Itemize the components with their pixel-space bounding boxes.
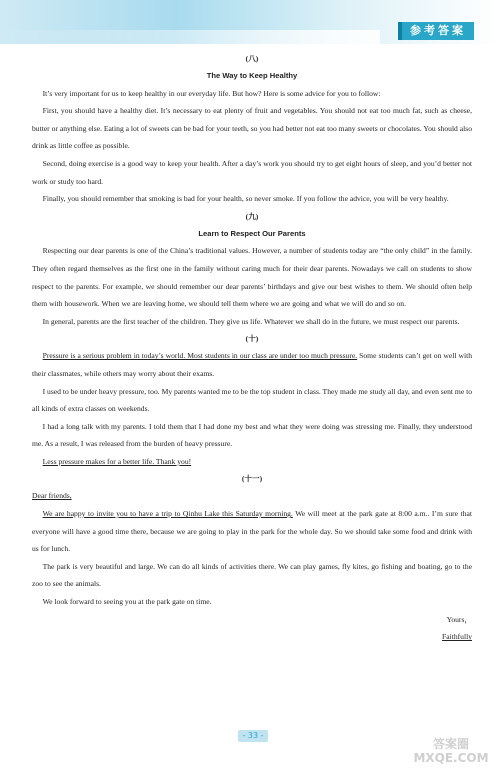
paragraph: The park is very beautiful and large. We can do all kinds of activities there. We can play games, fly kites, go fishing and boating, go to the zoo to see the animals. [32, 561, 472, 589]
paragraph: Second, doing exercise is a good way to keep your health. After a day’s work you should try to get eight hours of sleep, and you’d better not work or study too hard. [32, 158, 472, 186]
paragraph: Respecting our dear parents is one of the China’s traditional values. However, a number of students today are “the only child” in the family. They often regard themselves as the first one in the family without caring much for their dear parents. Nowadays we call on students to show respect to the parents. For example, we should remember our dear parents’ birthdays and give our best wishes to them. We should often help them with housework. When we are leaving home, we should tell them where we are going and what we will do and so on. [32, 246, 472, 309]
paragraph: I had a long talk with my parents. I told them that I had done my best and what they were doing was stressing me. Finally, they understood me. As a result, I was released from the burden of heavy pressure. [32, 421, 472, 449]
sentence: Some students can’t get on well with their classmates, while others may worry about their exams. [32, 351, 472, 378]
letter-greeting: Dear friends, [32, 491, 72, 501]
paragraph [32, 505, 472, 558]
essay-title: The Way to Keep Healthy [206, 71, 298, 80]
section-number: (十) [245, 334, 259, 344]
paragraph: First, you should have a healthy diet. It’s necessary to eat plenty of fruit and vegetables. You should not eat too much fat, such as cheese, butter or anything else. Eating a lot of sweets can be bad for your teeth, so you had better not eat too many sweets or chocolates. You should also drink as little coffee as possible. [32, 106, 472, 151]
section-number: (十一) [241, 474, 263, 484]
watermark-logo: 答案圈 MXQE.COM [413, 737, 489, 765]
page-number: - 33 - [238, 730, 268, 742]
underlined-sentence: Less pressure makes for a better life. Thank you! [42, 456, 192, 466]
underlined-sentence: We are happy to invite you to have a trip to Qinhu Lake this Saturday morning. [42, 509, 293, 519]
letter-closing: Yours， [446, 614, 472, 624]
underlined-sentence: Pressure is a serious problem in today’s world. Most students in our class are under too much pressure. [42, 351, 358, 361]
paragraph: Finally, you should remember that smoking is bad for your health, so never smoke. If you follow the advice, you will be very healthy. [42, 194, 449, 204]
sentence: We will meet at the park gate at 8:00 a.m.. I’m sure that everyone will have a good time there, because we are going to play in the park for the whole day. So we should take some food and drink with us for lunch. [32, 509, 472, 554]
paragraph: In general, parents are the first teacher of the children. They give us life. Whatever we shall do in the future, we must respect our parents. [42, 316, 460, 326]
letter-signature: Faithfully [442, 632, 472, 642]
paragraph: We look forward to seeing you at the park gate on time. [42, 597, 212, 607]
paragraph [32, 347, 472, 382]
paragraph [32, 453, 472, 471]
paragraph: I used to be under heavy pressure, too. My parents wanted me to be the top student in class. They made me study all day, and even sent me to all kinds of extra classes on weekends. [32, 386, 472, 414]
section-number: (九) [245, 211, 259, 221]
essay-title: Learn to Respect Our Parents [198, 228, 306, 238]
section-number: (八) [245, 54, 259, 63]
paragraph: It’s very important for us to keep healthy in our everyday life. But how? Here is some advice for you to follow: [42, 88, 381, 98]
page-content [32, 50, 472, 646]
section-label: 参考答案 [398, 22, 474, 40]
